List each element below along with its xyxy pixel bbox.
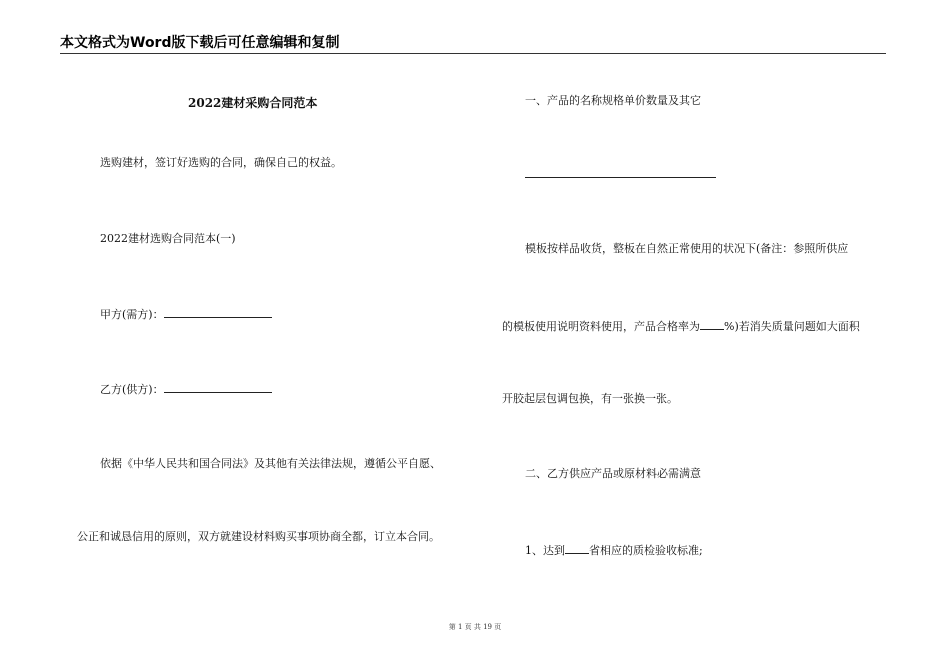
page-indicator: 第 1 页 共 19 页	[448, 623, 502, 631]
list-item-fragment: 1、达到	[525, 544, 565, 557]
paragraph-line: 公正和诚恳信用的原则，双方就建设材料购买事项协商全都，订立本合同。	[77, 530, 440, 543]
paragraph-fragment: 的模板使用说明资料使用，产品合格率为	[502, 320, 700, 333]
document-header-banner: 本文格式为Word版下载后可任意编辑和复制	[60, 35, 340, 51]
party-b-label: 乙方(供方)：	[100, 383, 164, 396]
intro-paragraph: 选购建材，签订好选购的合同，确保自己的权益。	[100, 156, 342, 169]
party-a-row	[100, 306, 272, 322]
header-divider	[60, 53, 886, 54]
list-item-fragment: 省相应的质检验收标准;	[589, 544, 703, 557]
province-blank	[565, 542, 589, 554]
party-b-blank	[164, 381, 272, 393]
party-a-label: 甲方(需方)：	[100, 308, 164, 321]
contract-subtitle: 2022建材选购合同范本(一)	[100, 232, 236, 245]
section-heading-1: 一、产品的名称规格单价数量及其它	[525, 94, 701, 107]
document-title: 2022建材采购合同范本	[188, 96, 318, 110]
paragraph-line-with-blank	[502, 318, 860, 334]
party-a-blank	[164, 306, 272, 318]
party-b-row	[100, 381, 272, 397]
table-placeholder-blank	[525, 166, 716, 178]
table-placeholder-row	[525, 166, 716, 182]
qualification-rate-blank	[700, 318, 724, 330]
paragraph-line: 依据《中华人民共和国合同法》及其他有关法律法规，遵循公平自愿、	[100, 457, 441, 470]
paragraph-line: 模板按样品收货，整板在自然正常使用的状况下(备注：参照所供应	[525, 242, 849, 255]
paragraph-line: 开胶起层包调包换，有一张换一张。	[502, 392, 678, 405]
section-heading-2: 二、乙方供应产品或原材料必需满意	[525, 467, 701, 480]
list-item-1	[525, 542, 703, 558]
paragraph-fragment: %)若消失质量问题如大面积	[724, 320, 860, 333]
